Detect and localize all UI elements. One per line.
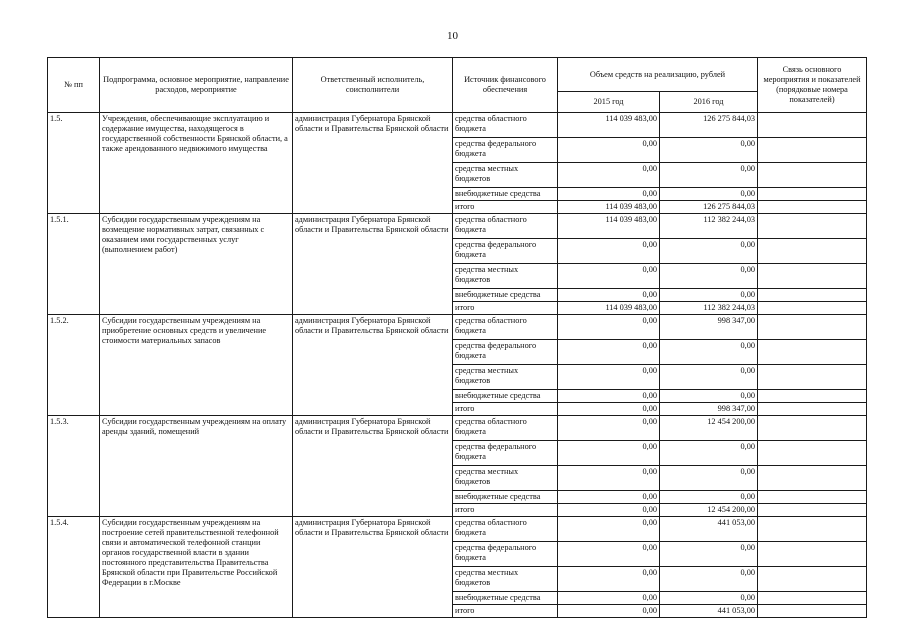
item-executor: администрация Губернатора Брянской области и Правительства Брянской области bbox=[293, 214, 453, 315]
item-name: Субсидии государственным учреждениям на приобретение основных средств и увеличение стоимости материальных запасов bbox=[100, 315, 293, 416]
funding-source: средства областного бюджета bbox=[453, 214, 558, 239]
total-label: итого bbox=[453, 302, 558, 315]
amount-2015: 0,00 bbox=[558, 567, 660, 592]
total-label: итого bbox=[453, 403, 558, 416]
total-label: итого bbox=[453, 605, 558, 618]
funding-source: средства федерального бюджета bbox=[453, 340, 558, 365]
amount-2016: 0,00 bbox=[660, 567, 758, 592]
table-row bbox=[48, 517, 867, 542]
indicator-link bbox=[758, 441, 867, 466]
amount-2016: 112 382 244,03 bbox=[660, 214, 758, 239]
header-num: № пп bbox=[48, 58, 100, 113]
amount-2016: 0,00 bbox=[660, 163, 758, 188]
indicator-link bbox=[758, 416, 867, 441]
indicator-link bbox=[758, 491, 867, 504]
indicator-link bbox=[758, 340, 867, 365]
table-row bbox=[48, 113, 867, 138]
funding-source: средства областного бюджета bbox=[453, 113, 558, 138]
item-name: Учреждения, обеспечивающие эксплуатацию и содержание имущества, находящегося в государственной собственности Брянской области, а также арендованного недвижимого имущества bbox=[100, 113, 293, 214]
total-label: итого bbox=[453, 504, 558, 517]
indicator-link bbox=[758, 605, 867, 618]
amount-2016: 441 053,00 bbox=[660, 517, 758, 542]
indicator-link bbox=[758, 567, 867, 592]
indicator-link bbox=[758, 365, 867, 390]
funding-source: внебюджетные средства bbox=[453, 592, 558, 605]
funding-source: средства федерального бюджета bbox=[453, 542, 558, 567]
header-source: Источник финансового обеспечения bbox=[453, 58, 558, 113]
funding-source: средства местных бюджетов bbox=[453, 365, 558, 390]
header-year-2015: 2015 год bbox=[558, 92, 660, 113]
item-number: 1.5.3. bbox=[48, 416, 100, 517]
amount-2016: 0,00 bbox=[660, 138, 758, 163]
table-row bbox=[48, 315, 867, 340]
total-2015: 114 039 483,00 bbox=[558, 201, 660, 214]
funding-source: средства областного бюджета bbox=[453, 517, 558, 542]
indicator-link bbox=[758, 113, 867, 138]
funding-source: средства федерального бюджета bbox=[453, 441, 558, 466]
funding-source: средства федерального бюджета bbox=[453, 239, 558, 264]
indicator-link bbox=[758, 592, 867, 605]
total-2016: 441 053,00 bbox=[660, 605, 758, 618]
funding-source: внебюджетные средства bbox=[453, 491, 558, 504]
item-executor: администрация Губернатора Брянской области и Правительства Брянской области bbox=[293, 517, 453, 618]
amount-2016: 0,00 bbox=[660, 239, 758, 264]
indicator-link bbox=[758, 315, 867, 340]
indicator-link bbox=[758, 239, 867, 264]
amount-2015: 0,00 bbox=[558, 466, 660, 491]
amount-2015: 0,00 bbox=[558, 188, 660, 201]
amount-2016: 0,00 bbox=[660, 264, 758, 289]
total-2015: 0,00 bbox=[558, 504, 660, 517]
item-number: 1.5.4. bbox=[48, 517, 100, 618]
amount-2015: 114 039 483,00 bbox=[558, 113, 660, 138]
indicator-link bbox=[758, 264, 867, 289]
funding-source: средства местных бюджетов bbox=[453, 264, 558, 289]
indicator-link bbox=[758, 542, 867, 567]
page-number: 10 bbox=[447, 30, 458, 42]
total-2016: 112 382 244,03 bbox=[660, 302, 758, 315]
amount-2016: 0,00 bbox=[660, 365, 758, 390]
budget-table bbox=[47, 57, 867, 618]
funding-source: внебюджетные средства bbox=[453, 188, 558, 201]
item-executor: администрация Губернатора Брянской области и Правительства Брянской области bbox=[293, 315, 453, 416]
header-year-2016: 2016 год bbox=[660, 92, 758, 113]
amount-2015: 0,00 bbox=[558, 315, 660, 340]
total-2016: 12 454 200,00 bbox=[660, 504, 758, 517]
amount-2016: 0,00 bbox=[660, 188, 758, 201]
amount-2015: 0,00 bbox=[558, 542, 660, 567]
indicator-link bbox=[758, 138, 867, 163]
amount-2015: 0,00 bbox=[558, 239, 660, 264]
amount-2016: 0,00 bbox=[660, 542, 758, 567]
item-number: 1.5.1. bbox=[48, 214, 100, 315]
total-label: итого bbox=[453, 201, 558, 214]
amount-2016: 0,00 bbox=[660, 466, 758, 491]
indicator-link bbox=[758, 188, 867, 201]
item-name: Субсидии государственным учреждениям на построение сетей правительственной телефонной связи и автоматической телефонной станции органов государственной власти в здании постоянного представительства Правительства Брянской области при Правительстве Российской Федерации в г.Москве bbox=[100, 517, 293, 618]
funding-source: средства областного бюджета bbox=[453, 416, 558, 441]
indicator-link bbox=[758, 201, 867, 214]
item-executor: администрация Губернатора Брянской области и Правительства Брянской области bbox=[293, 416, 453, 517]
amount-2015: 0,00 bbox=[558, 416, 660, 441]
indicator-link bbox=[758, 289, 867, 302]
indicator-link bbox=[758, 517, 867, 542]
amount-2015: 0,00 bbox=[558, 340, 660, 365]
table-row bbox=[48, 214, 867, 239]
amount-2015: 0,00 bbox=[558, 592, 660, 605]
total-2015: 0,00 bbox=[558, 403, 660, 416]
amount-2016: 0,00 bbox=[660, 340, 758, 365]
amount-2016: 0,00 bbox=[660, 491, 758, 504]
indicator-link bbox=[758, 390, 867, 403]
header-link: Связь основного мероприятия и показателей (порядковые номера показателей) bbox=[758, 58, 867, 113]
item-name: Субсидии государственным учреждениям на оплату аренды зданий, помещений bbox=[100, 416, 293, 517]
indicator-link bbox=[758, 302, 867, 315]
amount-2016: 12 454 200,00 bbox=[660, 416, 758, 441]
indicator-link bbox=[758, 504, 867, 517]
amount-2015: 0,00 bbox=[558, 138, 660, 163]
indicator-link bbox=[758, 163, 867, 188]
indicator-link bbox=[758, 466, 867, 491]
funding-source: средства областного бюджета bbox=[453, 315, 558, 340]
amount-2015: 114 039 483,00 bbox=[558, 214, 660, 239]
amount-2016: 0,00 bbox=[660, 390, 758, 403]
amount-2016: 0,00 bbox=[660, 289, 758, 302]
header-volume: Объем средств на реализацию, рублей bbox=[558, 58, 758, 92]
amount-2015: 0,00 bbox=[558, 390, 660, 403]
amount-2016: 126 275 844,03 bbox=[660, 113, 758, 138]
funding-source: внебюджетные средства bbox=[453, 390, 558, 403]
funding-source: средства местных бюджетов bbox=[453, 163, 558, 188]
table-row bbox=[48, 416, 867, 441]
total-2015: 114 039 483,00 bbox=[558, 302, 660, 315]
item-number: 1.5. bbox=[48, 113, 100, 214]
amount-2015: 0,00 bbox=[558, 517, 660, 542]
item-name: Субсидии государственным учреждениям на возмещение нормативных затрат, связанных с оказанием ими государственных услуг (выполнением работ) bbox=[100, 214, 293, 315]
amount-2015: 0,00 bbox=[558, 289, 660, 302]
amount-2015: 0,00 bbox=[558, 491, 660, 504]
table-body bbox=[48, 113, 867, 618]
funding-source: средства местных бюджетов bbox=[453, 466, 558, 491]
item-executor: администрация Губернатора Брянской области и Правительства Брянской области bbox=[293, 113, 453, 214]
total-2015: 0,00 bbox=[558, 605, 660, 618]
header-program: Подпрограмма, основное мероприятие, направление расходов, мероприятие bbox=[100, 58, 293, 113]
total-2016: 126 275 844,03 bbox=[660, 201, 758, 214]
amount-2015: 0,00 bbox=[558, 365, 660, 390]
indicator-link bbox=[758, 403, 867, 416]
amount-2016: 0,00 bbox=[660, 592, 758, 605]
total-2016: 998 347,00 bbox=[660, 403, 758, 416]
indicator-link bbox=[758, 214, 867, 239]
header-executor: Ответственный исполнитель, соисполнители bbox=[293, 58, 453, 113]
amount-2015: 0,00 bbox=[558, 163, 660, 188]
funding-source: внебюджетные средства bbox=[453, 289, 558, 302]
amount-2016: 998 347,00 bbox=[660, 315, 758, 340]
amount-2016: 0,00 bbox=[660, 441, 758, 466]
funding-source: средства местных бюджетов bbox=[453, 567, 558, 592]
item-number: 1.5.2. bbox=[48, 315, 100, 416]
funding-source: средства федерального бюджета bbox=[453, 138, 558, 163]
amount-2015: 0,00 bbox=[558, 264, 660, 289]
amount-2015: 0,00 bbox=[558, 441, 660, 466]
